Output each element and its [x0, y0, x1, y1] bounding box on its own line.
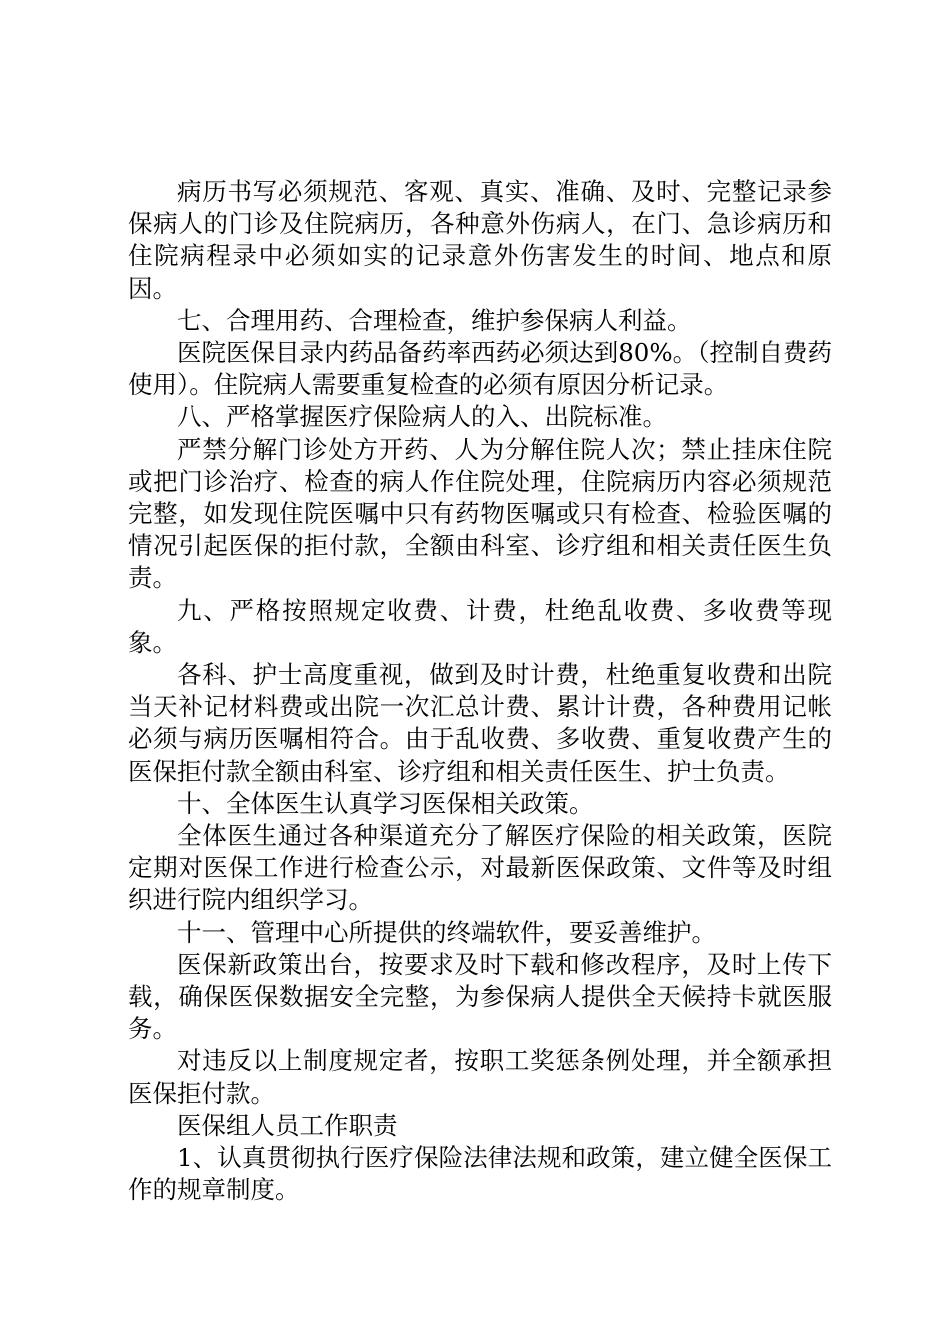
paragraph-policy-study: 全体医生通过各种渠道充分了解医疗保险的相关政策，医院定期对医保工作进行检查公示，对最新医保政策、文件等及时组织进行院内组织学习。: [128, 821, 832, 915]
paragraph-duty-1: 1、认真贯彻执行医疗保险法律法规和政策，建立健全医保工作的规章制度。: [128, 1143, 832, 1205]
heading-section-7: 七、合理用药、合理检查，维护参保病人利益。: [177, 305, 692, 335]
paragraph-admission-rules: 严禁分解门诊处方开药、人为分解住院人次；禁止挂床住院或把门诊治疗、检查的病人作住院处理，住院病历内容必须规范完整，如发现住院医嘱中只有药物医嘱或只有检查、检验医嘱的情况引起医保的拒付款，全额由科室、诊疗组和相关责任医生负责。: [128, 434, 832, 593]
paragraph-software-maintenance: 医保新政策出台，按要求及时下载和修改程序，及时上传下载，确保医保数据安全完整，为参保病人提供全天候持卡就医服务。: [128, 949, 832, 1044]
heading-section-8: 八、严格掌握医疗保险病人的入、出院标准。: [177, 402, 667, 432]
document-body: [128, 176, 832, 1207]
paragraph-billing-rules: 各科、护士高度重视，做到及时计费，杜绝重复收费和出院当天补记材料费或出院一次汇总计费、累计计费，各种费用记帐必须与病历医嘱相符合。由于乱收费、多收费、重复收费产生的医保拒付款全额由科室、诊疗组和相关责任医生、护士负责。: [128, 660, 832, 786]
paragraph-medical-records: 病历书写必须规范、客观、真实、准确、及时、完整记录参保病人的门诊及住院病历，各种意外伤病人，在门、急诊病历和住院病程录中必须如实的记录意外伤害发生的时间、地点和原因。: [128, 177, 832, 303]
paragraph-violation-penalty: 对违反以上制度规定者，按职工奖惩条例处理，并全额承担医保拒付款。: [128, 1046, 832, 1108]
paragraph-drug-rate: 医院医保目录内药品备药率西药必须达到80%。（控制自费药使用）。住院病人需要重复检查的必须有原因分析记录。: [128, 338, 832, 400]
heading-section-11: 十一、管理中心所提供的终端软件，要妥善维护。: [177, 917, 716, 947]
heading-staff-duties: 医保组人员工作职责: [177, 1110, 398, 1140]
heading-section-9: 九、严格按照规定收费、计费，杜绝乱收费、多收费等现象。: [128, 595, 832, 657]
heading-section-10: 十、全体医生认真学习医保相关政策。: [177, 788, 594, 818]
